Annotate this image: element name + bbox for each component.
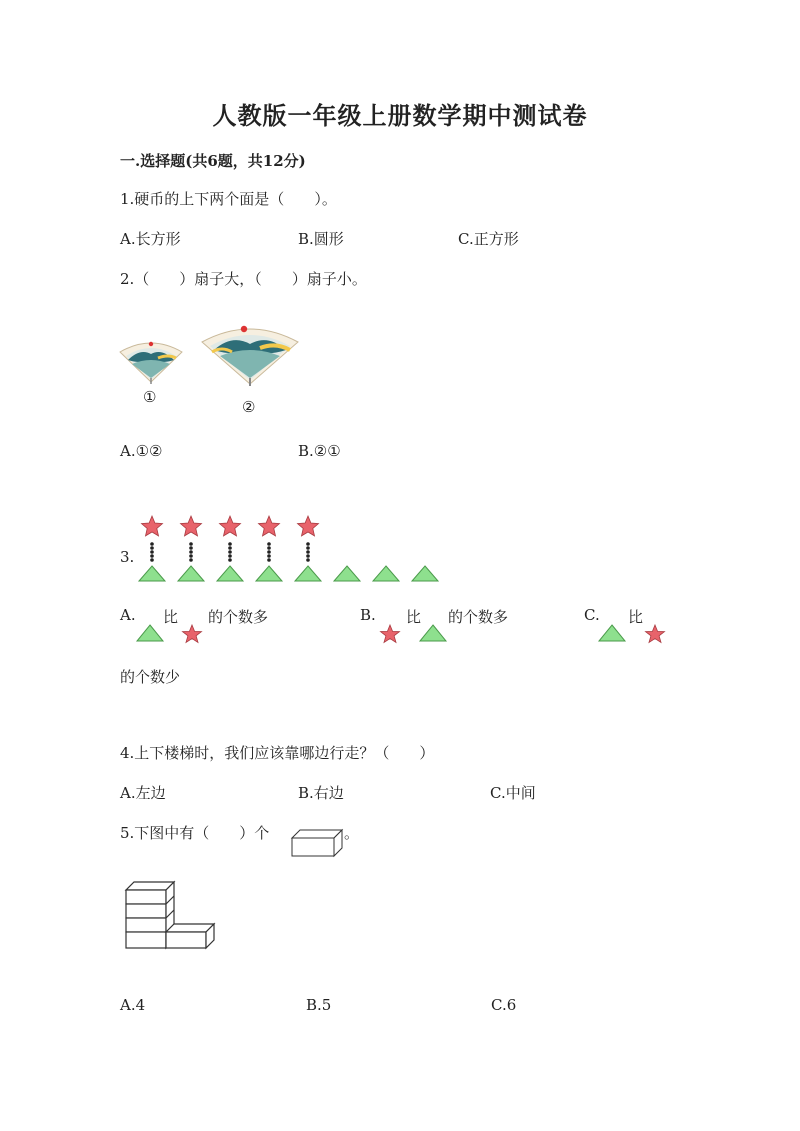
fan-large-image (200, 322, 300, 386)
q1-option-a[interactable]: A.长方形 (120, 230, 181, 248)
q3-connector-dot (306, 542, 310, 546)
q3-option-c-star-icon (644, 624, 666, 644)
q1-stem: 1.硬币的上下两个面是（ ）。 (120, 190, 337, 208)
fan-small-image (118, 338, 184, 384)
q1-option-b[interactable]: B.圆形 (298, 230, 344, 248)
q4-option-b[interactable]: B.右边 (298, 784, 344, 802)
q3-connector-dot (189, 542, 193, 546)
q5-stem: 5.下图中有（ ）个 (120, 824, 270, 842)
q5-option-c[interactable]: C.6 (491, 996, 517, 1014)
q3-triangle (178, 566, 204, 581)
q3-star (181, 516, 202, 536)
q3-connector-dot (189, 558, 193, 562)
q3-connector-dot (150, 546, 154, 550)
fan-label-2: ② (242, 398, 256, 416)
page-title: 人教版一年级上册数学期中测试卷 (212, 101, 588, 130)
q3-triangle (139, 566, 165, 581)
q2-option-b[interactable]: B.②① (298, 442, 341, 460)
q3-star (142, 516, 163, 536)
q3-option-a-star-icon (181, 624, 203, 644)
q3-connector-dot (267, 550, 271, 554)
q3-connector-dot (228, 542, 232, 546)
q3-connector-dot (150, 554, 154, 558)
q3-connector-dot (150, 542, 154, 546)
q4-option-a[interactable]: A.左边 (120, 784, 166, 802)
q3-option-b-prefix[interactable]: B. (360, 606, 376, 624)
fan-label-1: ① (143, 388, 157, 406)
q3-option-b-triangle-icon (419, 624, 447, 642)
q5-option-b[interactable]: B.5 (306, 996, 332, 1014)
q3-triangle (295, 566, 321, 581)
q3-option-c-triangle-icon (598, 624, 626, 642)
q3-triangle (373, 566, 399, 581)
q3-option-c-prefix[interactable]: C. (584, 606, 600, 624)
q3-option-b-suffix: 的个数多 (448, 608, 509, 626)
q3-connector-dot (267, 558, 271, 562)
q3-option-a-mid: 比 (163, 608, 179, 626)
q5-stem-end: 。 (344, 824, 360, 842)
q3-connector-dot (189, 550, 193, 554)
q3-option-a-triangle-icon (136, 624, 164, 642)
section-heading: 一.选择题(共6题，共12分) (120, 152, 306, 170)
q3-connector-dot (267, 554, 271, 558)
q3-connector-dot (267, 546, 271, 550)
q3-connector-dot (228, 554, 232, 558)
q3-option-b-star-icon (379, 624, 401, 644)
cuboid-icon (290, 828, 344, 858)
q3-option-b-mid: 比 (406, 608, 422, 626)
q3-figure (130, 510, 450, 586)
q4-option-c[interactable]: C.中间 (490, 784, 536, 802)
q3-triangle (412, 566, 438, 581)
q3-connector-dot (306, 550, 310, 554)
q3-option-c-suffix: 的个数少 (120, 668, 181, 686)
q2-stem: 2.（ ）扇子大，（ ）扇子小。 (120, 270, 367, 288)
q3-star (259, 516, 280, 536)
q3-connector-dot (267, 542, 271, 546)
q3-option-c-mid: 比 (628, 608, 644, 626)
q1-option-c[interactable]: C.正方形 (458, 230, 519, 248)
q3-star (298, 516, 319, 536)
q3-connector-dot (306, 546, 310, 550)
q3-connector-dot (228, 546, 232, 550)
q3-star (220, 516, 241, 536)
q3-connector-dot (189, 554, 193, 558)
q3-option-a-prefix[interactable]: A. (120, 606, 136, 624)
q3-connector-dot (228, 558, 232, 562)
stacked-blocks-figure (124, 880, 216, 954)
q2-option-a[interactable]: A.①② (120, 442, 163, 460)
q3-connector-dot (228, 550, 232, 554)
q3-connector-dot (306, 554, 310, 558)
q3-connector-dot (150, 558, 154, 562)
q5-option-a[interactable]: A.4 (120, 996, 146, 1014)
q3-connector-dot (306, 558, 310, 562)
q3-triangle (334, 566, 360, 581)
q3-triangle (217, 566, 243, 581)
q3-number: 3. (120, 548, 135, 566)
q3-connector-dot (189, 546, 193, 550)
q3-triangle (256, 566, 282, 581)
q4-stem: 4.上下楼梯时，我们应该靠哪边行走？（ ） (120, 744, 435, 762)
q3-option-a-suffix: 的个数多 (208, 608, 269, 626)
q3-connector-dot (150, 550, 154, 554)
